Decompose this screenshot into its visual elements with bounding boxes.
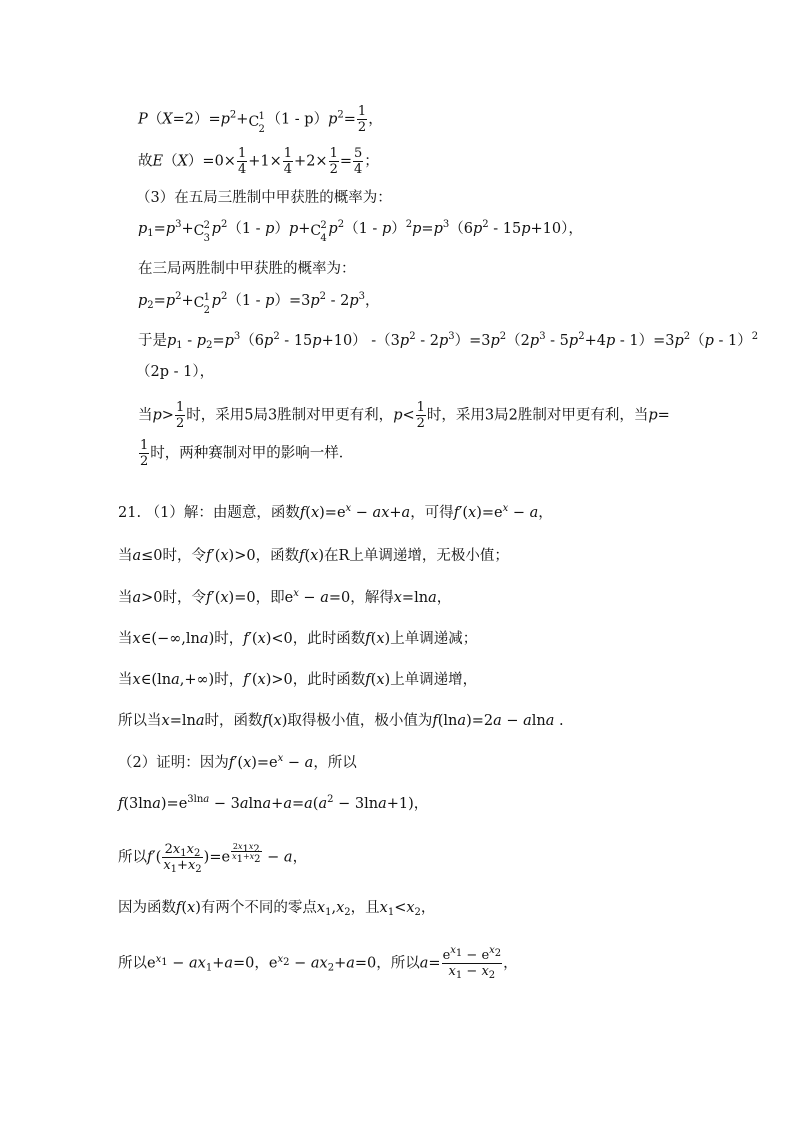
interval-decreasing: 当x∈(−∞,lna)时，f′(x)<0，此时函数f(x)上单调递减； bbox=[118, 631, 478, 647]
conclusion-line: 当p> $\frac{1}{2}$ 时，采用5局3胜制对甲更有利，p< $\frac{1}{2}$ 时，采用3局2胜制对甲更有利，当p= bbox=[138, 400, 670, 431]
prob-x2-line: $P(X=2)=p^2+$ C 1 2 $(1 - p)p^2=$ $\frac{1}{2}$ ， bbox=[138, 104, 383, 135]
case-a-positive: 当a>0时，令f′(x)=0，即$e^x - a=0$，解得x=lna， bbox=[118, 588, 452, 606]
f-3lna-line: $f(3\ln a)=e^{3lna} - 3alna+a=a(a^2 - 3\ln a+1)$， bbox=[118, 794, 429, 812]
p1-formula-line: $p_1=p^3+$ C 2 3 $p^2(1 - p)p+$ C 2 4 $p^2(1 - p)^2p=p^3(6p^2 - 15p+10)$， bbox=[138, 219, 583, 244]
three-game-heading: 在三局两胜制中甲获胜的概率为： bbox=[138, 261, 356, 277]
zeros-line: 因为函数f(x)有两个不同的零点$x_1,x_2$，且$x_1<x_2$， bbox=[118, 900, 436, 918]
conclusion-line-cont: $\frac{1}{2}$ 时，两种赛制对甲的影响一样． bbox=[140, 438, 354, 469]
combination-symbol: C 1 2 bbox=[248, 110, 265, 135]
expectation-line: 故E（X）=0× $\frac{1}{4}$ +1× $\frac{1}{4}$ +2× $\frac{1}{2}$ = $\frac{5}{4}$ ； bbox=[138, 146, 379, 177]
p2-formula-line: $p_2=p^2+$ C 1 2 $p^2(1 - p)=3p^2 - 2p^3$， bbox=[138, 291, 380, 316]
interval-increasing: 当x∈(lna,+∞)时，f′(x)>0，此时函数f(x)上单调递增， bbox=[118, 672, 478, 688]
part3-heading: （3）在五局三胜制中甲获胜的概率为： bbox=[136, 190, 392, 206]
fraction: $\frac{1}{2}$ bbox=[357, 104, 367, 135]
a-expression-line: 所以$e^{x_1} - ax_1+a=0$，$e^{x_2} - ax_2+a=0$，所以a= $\frac{e^{x_1} - e^{x_2}}{x_1 - x_2}$ ， bbox=[118, 945, 518, 981]
q21-intro-line: 21. （1）解：由题意，函数$f(x)=e^x - ax+a$，可得$f'(x)=e^x - a$， bbox=[118, 503, 553, 521]
case-a-nonpositive: 当a≤0时，令f′(x)>0，函数f(x)在R上单调递增，无极小值； bbox=[118, 548, 509, 564]
minimum-value-line: 所以当x=lna时，函数f(x)取得极小值，极小值为f(lna)=2a − alna . bbox=[118, 713, 564, 729]
difference-line: 于是$p_1 - p_2=p^3(6p^2 - 15p+10)$ $-(3p^2 - 2p^3)=3p^2(2p^3 - 5p^2+4p - 1)=3p^2(p - 1)^2$ bbox=[138, 331, 759, 351]
derivative-at-mean-line: 所以f′( $\frac{2x_1x_2}{x_1+x_2}$ )=e $\frac{2x_1x_2}{x_1+x_2}$ − a， bbox=[118, 842, 308, 875]
part2-proof-line: （2）证明：因为$f'(x)=e^x - a$，所以 bbox=[118, 753, 357, 771]
difference-line-cont: （2p - 1）， bbox=[136, 364, 215, 380]
